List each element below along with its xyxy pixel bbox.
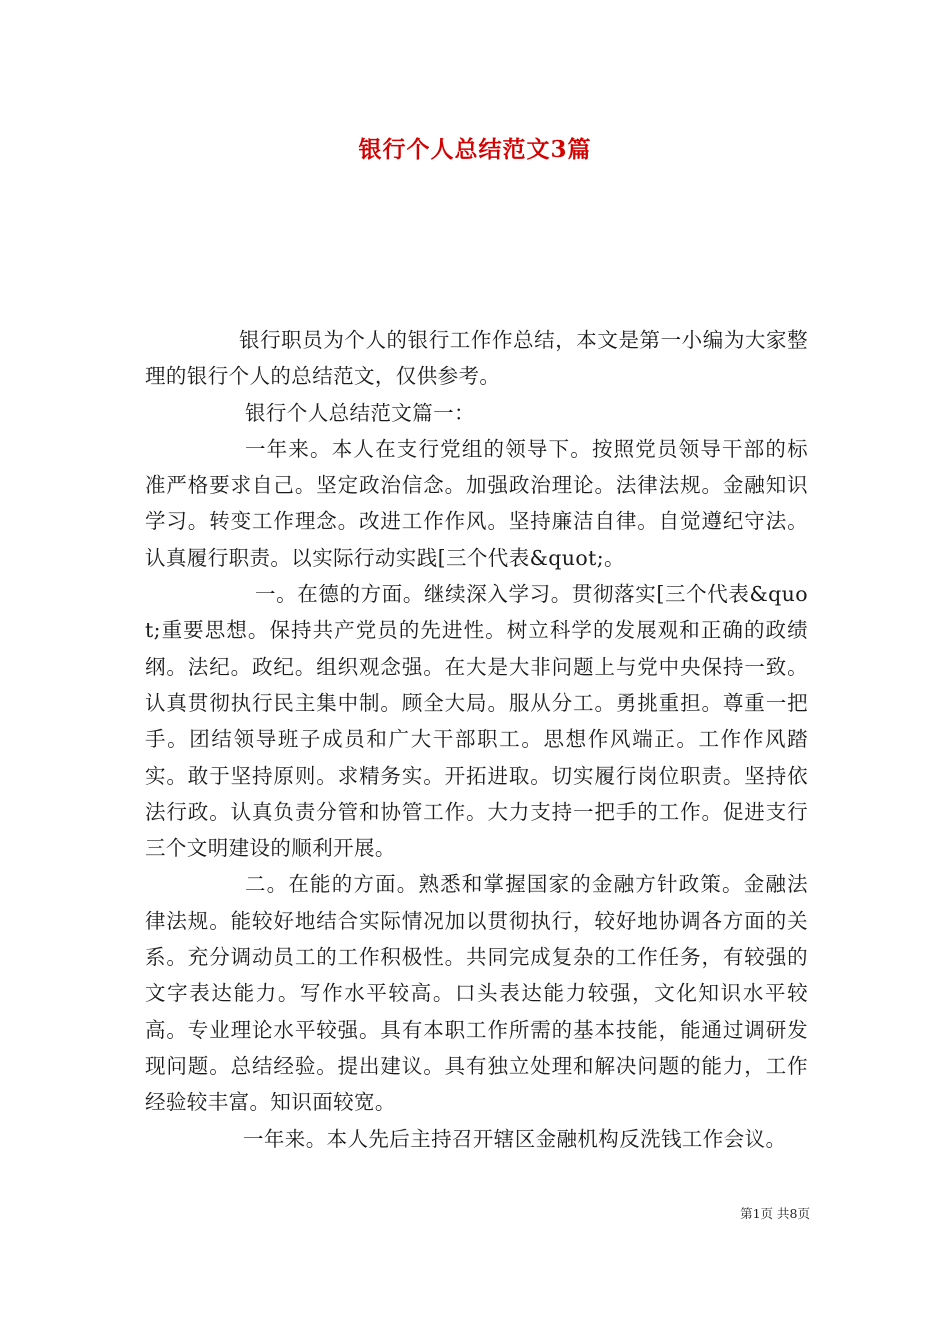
body-paragraph: 一年来。本人在支行党组的领导下。按照党员领导干部的标准严格要求自己。坚定政治信念。加强政治理论。法律法规。金融知识学习。转变工作理念。改进工作作风。坚持廉洁自律。自觉遵纪守法。认真履行职责。以实际行动实践[三个代表&quot;。 [145,436,808,570]
section-heading: 银行个人总结范文篇一： [245,400,475,425]
body-paragraph: 一。在德的方面。继续深入学习。贯彻落实[三个代表&quot;重要思想。保持共产党员的先进性。树立科学的发展观和正确的政绩纲。法纪。政纪。组织观念强。在大是大非问题上与党中央保持一致。认真贯彻执行民主集中制。顾全大局。服从分工。勇挑重担。尊重一把手。团结领导班子成员和广大干部职工。思想作风端正。工作作风踏实。敢于坚持原则。求精务实。开拓进取。切实履行岗位职责。坚持依法行政。认真负责分管和协管工作。大力支持一把手的工作。促进支行三个文明建设的顺利开展。 [145,582,808,861]
body-paragraph: 一年来。本人先后主持召开辖区金融机构反洗钱工作会议。 [243,1126,787,1151]
document-body [145,322,808,1157]
document-title: 银行个人总结范文3篇 [358,136,592,163]
intro-paragraph: 银行职员为个人的银行工作作总结，本文是第一小编为大家整理的银行个人的总结范文，仅供参考。 [145,328,808,389]
body-paragraph: 二。在能的方面。熟悉和掌握国家的金融方针政策。金融法律法规。能较好地结合实际情况加以贯彻执行，较好地协调各方面的关系。充分调动员工的工作积极性。共同完成复杂的工作任务，有较强的文字表达能力。写作水平较高。口头表达能力较强，文化知识水平较高。专业理论水平较强。具有本职工作所需的基本技能，能通过调研发现问题。总结经验。提出建议。具有独立处理和解决问题的能力，工作经验较丰富。知识面较宽。 [145,872,808,1115]
page-number: 第1页 共8页 [740,1206,810,1221]
